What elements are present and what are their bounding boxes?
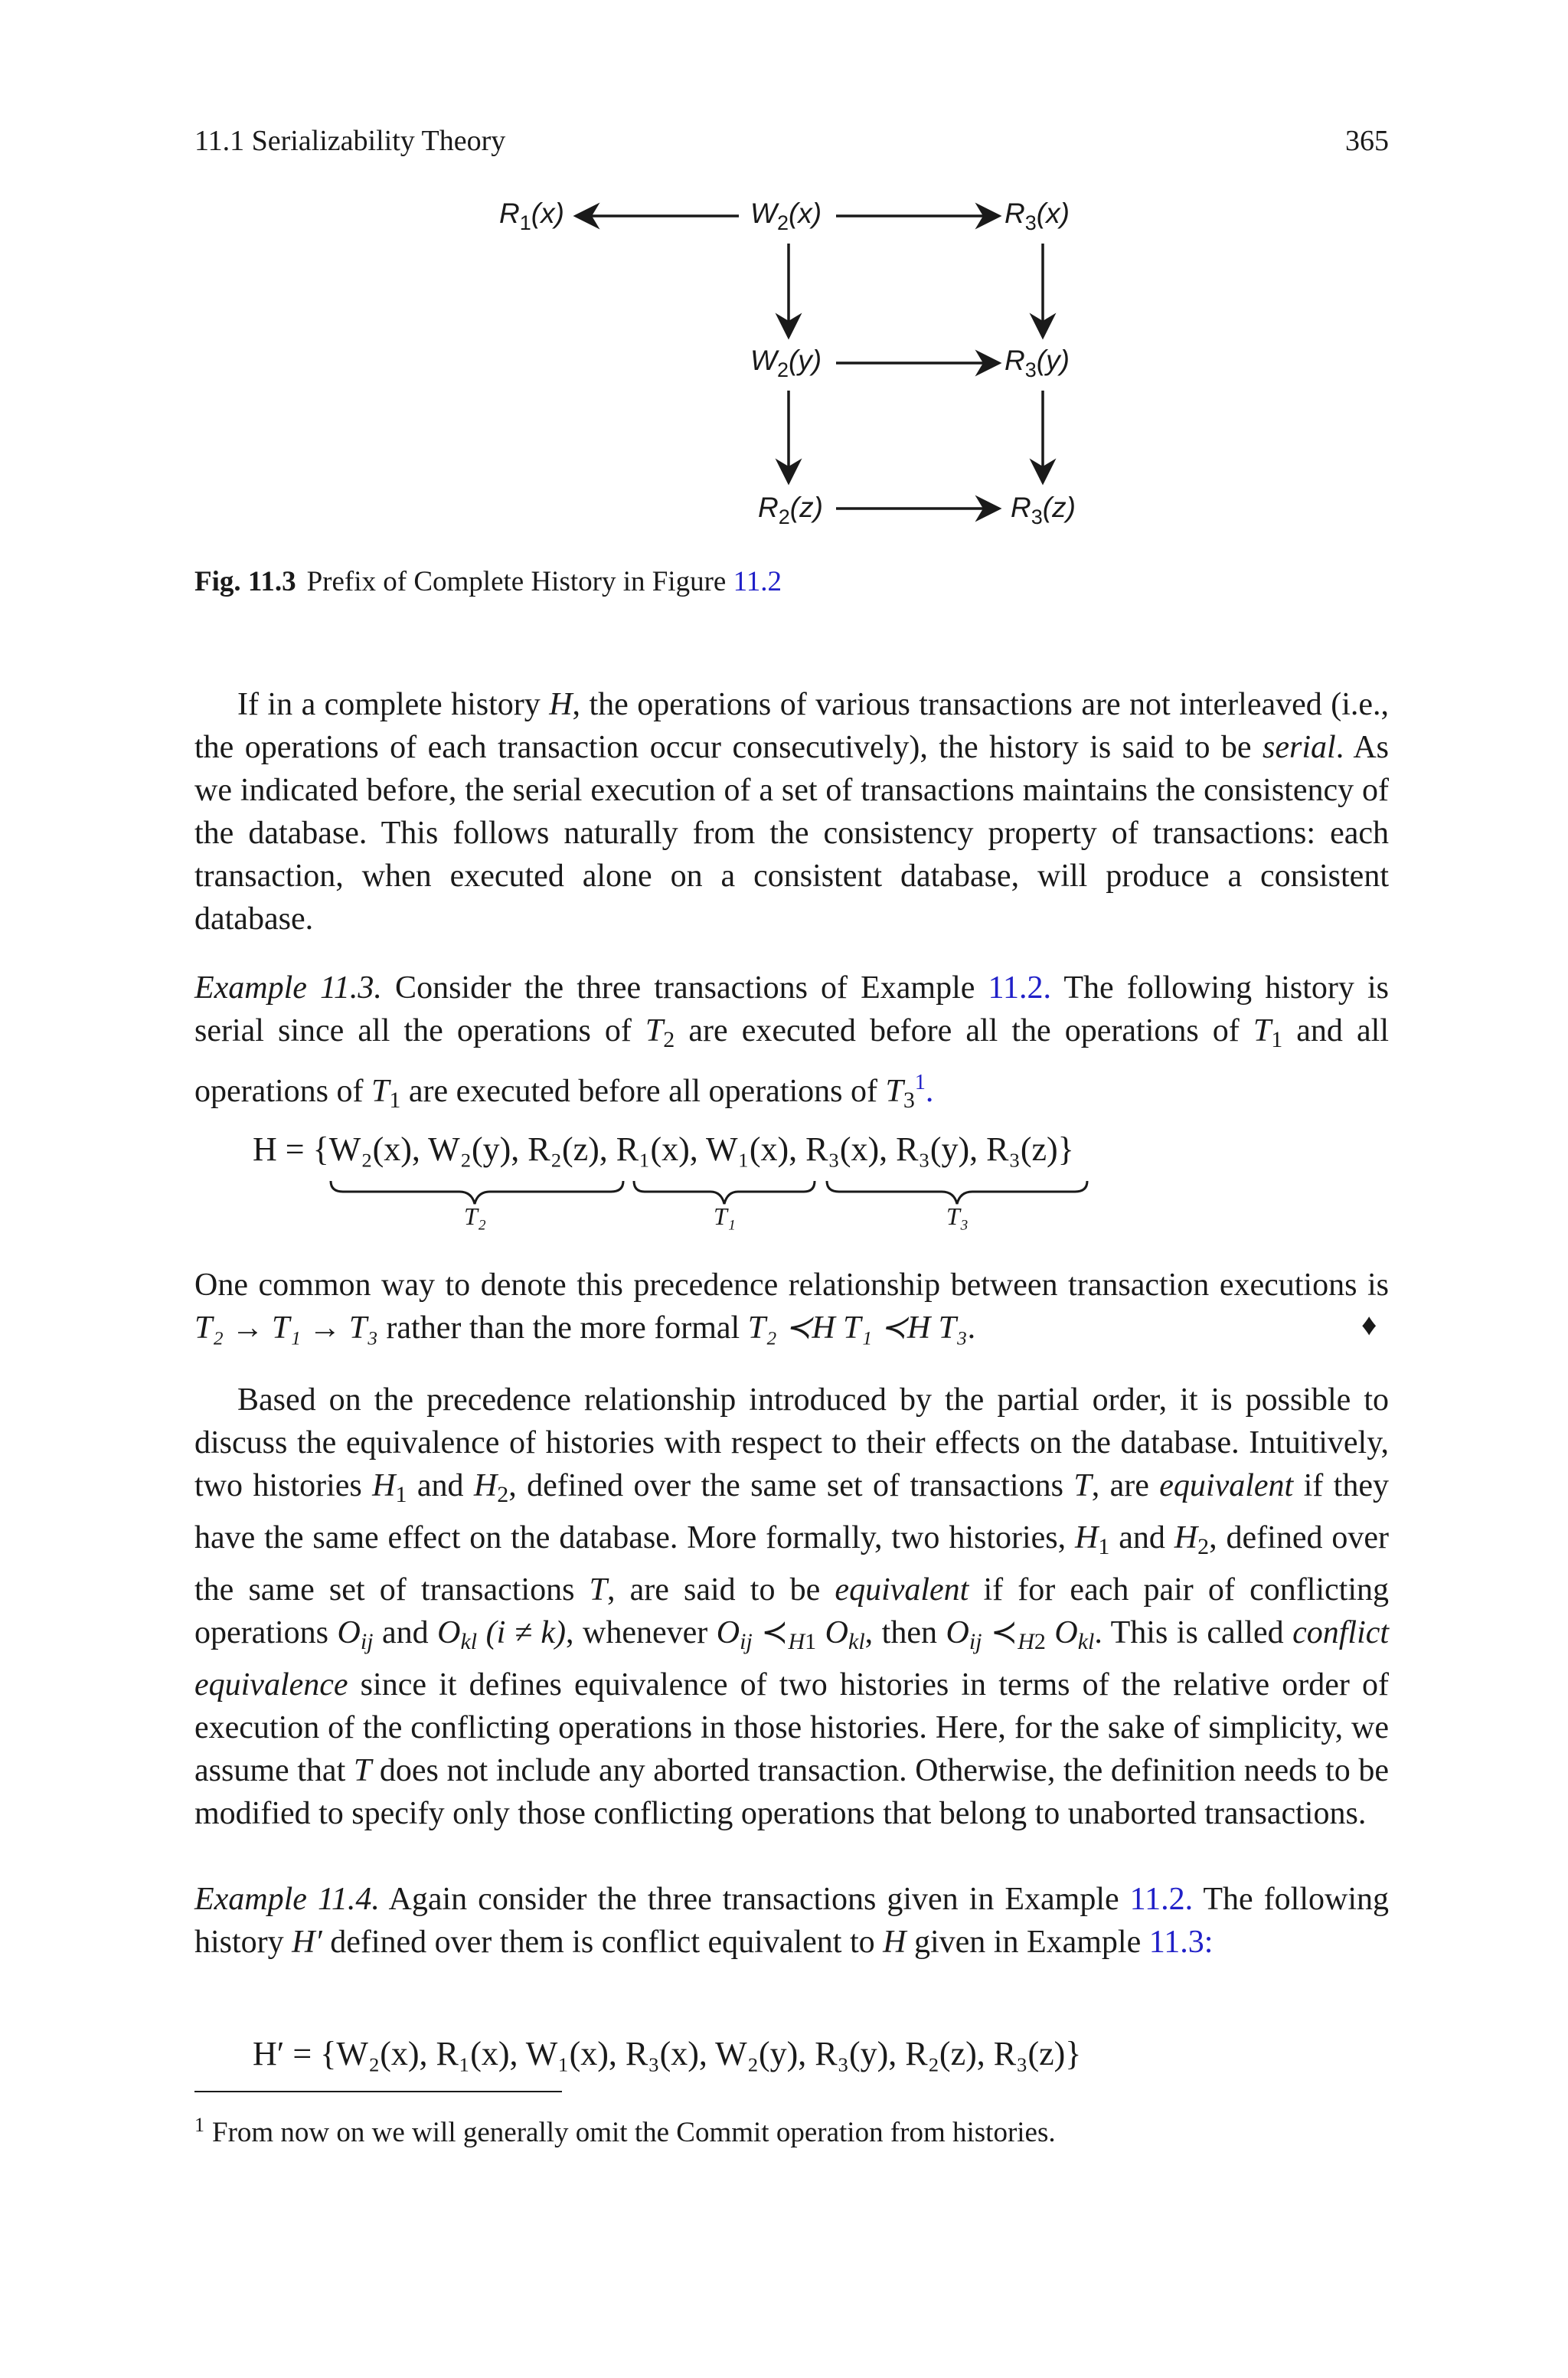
end-of-example-diamond: ♦: [1361, 1307, 1377, 1342]
example-link-3[interactable]: 11.3:: [1148, 1925, 1214, 1960]
footnote: $^1$ From now on we will generally omit the Commit operation from histories.: [194, 2114, 1056, 2148]
paragraph-equivalence: Based on the precedence relationship introduced by the partial order, it is possible to discuss the equivalence of histories with respect to their effects on the database. Intuitively, two histories $H_1$ and $H_2$, defined over the same set of transactions T, are equivalent if they have the same effect on the database. More formally, two histories, $H_1$ and $H_2$, defined over the same set of transactions T, are said to be equivalent if for each pair of conflicting operations $O_{ij}$ and $O_{kl}$ (i ≠ k), whenever $O_{ij}$ $≺_{H1}$ $O_{kl}$, then $O_{ij}$ $≺_{H2}$ $O_{kl}$. This is called conflict equivalence since it defines equivalence of two histories in terms of the relative order of execution of the conflicting operations in those histories. Here, for the sake of simplicity, we assume that T does not include any aborted transaction. Otherwise, the definition needs to be modified to specify only those conflicting operations that belong to unaborted transactions.: [194, 1382, 1390, 1831]
footnote-ref[interactable]: 1: [914, 1071, 926, 1094]
example-11-4: Example 11.4. Again consider the three transactions given in Example 11.2. The following history H′ defined over them is conflict equivalent to H given in Example 11.3:: [194, 1882, 1389, 1960]
example-11-3: Example 11.3. Consider the three transactions of Example 11.2. The following history is serial since all the operations of $T_2$ are executed before all the operations of $T_1$ and all operations of $T_1$ are executed before all operations of $T_3^1$.: [194, 970, 1389, 1113]
paragraph-serial: If in a complete history H, the operations of various transactions are not interleaved (i.e., the operations of each transaction occur consecutively), the history is said to be serial. As we indicated before, the serial execution of a set of transactions maintains the consistency of the database. This follows naturally from the consistency property of transactions: each transaction, when executed alone on a consistent database, will produce a consistent database.: [194, 687, 1390, 937]
figure-link[interactable]: 11.2: [733, 566, 782, 597]
node-w2x: $W_2(x)$: [750, 198, 822, 234]
brace-t2: [331, 1181, 623, 1204]
figure-caption: Fig. 11.3 Prefix of Complete History in Figure 11.2: [194, 566, 782, 597]
node-w2y: $W_2(y)$: [750, 345, 822, 381]
example-link[interactable]: 11.2.: [988, 970, 1051, 1006]
node-r1x: $R_1(x)$: [499, 198, 564, 234]
example-link-2[interactable]: 11.2.: [1129, 1882, 1194, 1917]
brace-t3: [827, 1181, 1087, 1204]
brace-label-t3: T₃: [946, 1202, 969, 1230]
node-r2z: $R_2(z)$: [758, 492, 823, 528]
section-title: 11.1 Serializability Theory: [194, 125, 506, 157]
equation-h: H = {W₂(x), W₂(y), R₂(z), R₁(x), W₁(x), R₃(x), R₃(y), R₃(z)}: [253, 1130, 1074, 1168]
node-r3z: $R_3(z)$: [1011, 492, 1076, 528]
equation-h-prime: H′ = {W₂(x), R₁(x), W₁(x), R₃(x), W₂(y), R₃(y), R₂(z), R₃(z)}: [253, 2035, 1082, 2072]
brace-label-t2: T₂: [464, 1202, 486, 1230]
brace-label-t1: T₁: [714, 1202, 736, 1230]
page-number: 365: [1345, 125, 1389, 157]
precedence-paragraph: One common way to denote this precedence relationship between transaction executions is T₂ → T₁ → T₃ rather than the more formal T₂ ≺H T₁ ≺H T₃.: [194, 1268, 1389, 1346]
brace-t1: [634, 1181, 815, 1204]
node-r3x: $R_3(x)$: [1004, 198, 1070, 234]
node-r3y: $R_3(y)$: [1004, 345, 1070, 381]
footnote-rule: [194, 2091, 562, 2092]
